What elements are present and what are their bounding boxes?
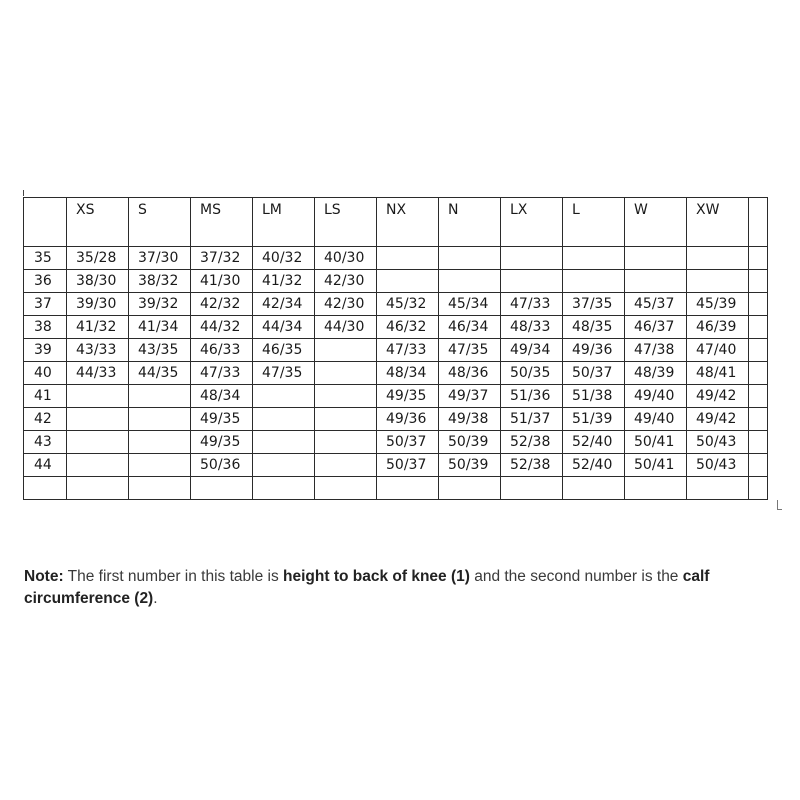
- measurement-cell: 48/39: [625, 362, 687, 385]
- measurement-cell: 49/35: [377, 385, 439, 408]
- header-cell: LX: [501, 198, 563, 247]
- measurement-cell: 35/28: [67, 247, 129, 270]
- measurement-cell: 45/39: [687, 293, 749, 316]
- measurement-cell: [377, 270, 439, 293]
- note-paragraph: [24, 566, 784, 610]
- measurement-cell: [253, 431, 315, 454]
- measurement-cell: 47/38: [625, 339, 687, 362]
- measurement-cell: 42/30: [315, 293, 377, 316]
- measurement-cell: 46/37: [625, 316, 687, 339]
- measurement-cell: [315, 477, 377, 500]
- size-label-cell: 41: [24, 385, 67, 408]
- measurement-cell: 50/35: [501, 362, 563, 385]
- measurement-cell: 45/32: [377, 293, 439, 316]
- table-row: [24, 408, 768, 431]
- measurement-cell: [67, 431, 129, 454]
- measurement-cell: 40/32: [253, 247, 315, 270]
- table-row: [24, 385, 768, 408]
- measurement-cell: 51/37: [501, 408, 563, 431]
- measurement-cell: 43/35: [129, 339, 191, 362]
- measurement-cell: 48/33: [501, 316, 563, 339]
- measurement-cell: 51/38: [563, 385, 625, 408]
- measurement-cell: [129, 477, 191, 500]
- measurement-cell: 50/36: [191, 454, 253, 477]
- measurement-cell: [501, 477, 563, 500]
- measurement-cell: 50/41: [625, 454, 687, 477]
- measurement-cell: 50/43: [687, 431, 749, 454]
- measurement-cell: [129, 454, 191, 477]
- measurement-cell: 37/32: [191, 247, 253, 270]
- table-row: [24, 454, 768, 477]
- measurement-cell: [563, 270, 625, 293]
- measurement-cell: [253, 454, 315, 477]
- measurement-cell: [315, 362, 377, 385]
- measurement-cell: 49/40: [625, 385, 687, 408]
- measurement-cell: [67, 454, 129, 477]
- measurement-cell: 50/39: [439, 431, 501, 454]
- measurement-cell: 45/37: [625, 293, 687, 316]
- measurement-cell: 46/33: [191, 339, 253, 362]
- measurement-cell: [625, 247, 687, 270]
- size-label-cell: 38: [24, 316, 67, 339]
- measurement-cell: [315, 454, 377, 477]
- size-label-cell: 39: [24, 339, 67, 362]
- measurement-cell: [253, 408, 315, 431]
- header-cell: XW: [687, 198, 749, 247]
- measurement-cell: 50/37: [377, 431, 439, 454]
- measurement-cell: [749, 454, 768, 477]
- note-text-1: The first number in this table is: [63, 568, 284, 585]
- size-label-cell: 35: [24, 247, 67, 270]
- measurement-cell: [749, 477, 768, 500]
- measurement-cell: [749, 247, 768, 270]
- measurement-cell: 39/30: [67, 293, 129, 316]
- measurement-cell: 42/32: [191, 293, 253, 316]
- measurement-cell: [315, 431, 377, 454]
- measurement-cell: 52/38: [501, 431, 563, 454]
- measurement-cell: [749, 362, 768, 385]
- measurement-cell: [129, 408, 191, 431]
- header-cell: LS: [315, 198, 377, 247]
- measurement-cell: [687, 247, 749, 270]
- measurement-cell: 48/41: [687, 362, 749, 385]
- measurement-cell: 44/35: [129, 362, 191, 385]
- measurement-cell: 48/36: [439, 362, 501, 385]
- measurement-cell: [377, 247, 439, 270]
- measurement-cell: [563, 247, 625, 270]
- measurement-cell: [315, 339, 377, 362]
- measurement-cell: 46/39: [687, 316, 749, 339]
- corner-mark: [777, 500, 782, 510]
- header-cell: LM: [253, 198, 315, 247]
- measurement-cell: 47/35: [253, 362, 315, 385]
- measurement-cell: 38/32: [129, 270, 191, 293]
- measurement-cell: 41/32: [253, 270, 315, 293]
- note-bold-knee-height: height to back of knee (1): [283, 568, 470, 585]
- measurement-cell: [315, 408, 377, 431]
- header-cell: N: [439, 198, 501, 247]
- note-bold-calf-circumference: calf circumference (2): [24, 568, 710, 607]
- measurement-cell: 50/37: [563, 362, 625, 385]
- measurement-cell: [439, 270, 501, 293]
- size-chart-table: [23, 197, 768, 500]
- table-row: [24, 293, 768, 316]
- note-label: Note:: [24, 568, 64, 585]
- measurement-cell: [439, 477, 501, 500]
- measurement-cell: 42/30: [315, 270, 377, 293]
- measurement-cell: 45/34: [439, 293, 501, 316]
- measurement-cell: 47/33: [191, 362, 253, 385]
- table-row: [24, 477, 768, 500]
- measurement-cell: 49/40: [625, 408, 687, 431]
- note-text-3: .: [153, 590, 158, 607]
- header-row: [24, 198, 768, 247]
- measurement-cell: 44/34: [253, 316, 315, 339]
- measurement-cell: 49/42: [687, 385, 749, 408]
- measurement-cell: 49/34: [501, 339, 563, 362]
- measurement-cell: 52/38: [501, 454, 563, 477]
- measurement-cell: [501, 247, 563, 270]
- measurement-cell: 51/36: [501, 385, 563, 408]
- measurement-cell: 41/34: [129, 316, 191, 339]
- measurement-cell: 44/32: [191, 316, 253, 339]
- measurement-cell: [563, 477, 625, 500]
- measurement-cell: [377, 477, 439, 500]
- measurement-cell: 47/33: [377, 339, 439, 362]
- measurement-cell: 48/35: [563, 316, 625, 339]
- size-label-cell: 43: [24, 431, 67, 454]
- measurement-cell: [625, 477, 687, 500]
- measurement-cell: 37/35: [563, 293, 625, 316]
- measurement-cell: [687, 477, 749, 500]
- measurement-cell: [749, 316, 768, 339]
- header-cell: [749, 198, 768, 247]
- size-label-cell: 36: [24, 270, 67, 293]
- measurement-cell: 49/37: [439, 385, 501, 408]
- note-text-2: and the second number is the: [469, 568, 683, 585]
- measurement-cell: 46/34: [439, 316, 501, 339]
- measurement-cell: [687, 270, 749, 293]
- measurement-cell: 43/33: [67, 339, 129, 362]
- measurement-cell: 50/43: [687, 454, 749, 477]
- measurement-cell: 47/35: [439, 339, 501, 362]
- measurement-cell: 47/40: [687, 339, 749, 362]
- measurement-cell: [625, 270, 687, 293]
- measurement-cell: 49/36: [377, 408, 439, 431]
- measurement-cell: 46/35: [253, 339, 315, 362]
- measurement-cell: [253, 385, 315, 408]
- size-label-cell: 44: [24, 454, 67, 477]
- table-row: [24, 316, 768, 339]
- measurement-cell: 49/36: [563, 339, 625, 362]
- measurement-cell: [749, 408, 768, 431]
- stray-mark: [23, 190, 24, 196]
- size-label-cell: 42: [24, 408, 67, 431]
- measurement-cell: 48/34: [377, 362, 439, 385]
- measurement-cell: 44/33: [67, 362, 129, 385]
- measurement-cell: 50/39: [439, 454, 501, 477]
- header-cell: W: [625, 198, 687, 247]
- table-row: [24, 270, 768, 293]
- measurement-cell: [67, 408, 129, 431]
- measurement-cell: [315, 385, 377, 408]
- measurement-cell: 49/35: [191, 408, 253, 431]
- measurement-cell: 48/34: [191, 385, 253, 408]
- measurement-cell: [501, 270, 563, 293]
- measurement-cell: [749, 385, 768, 408]
- header-cell: L: [563, 198, 625, 247]
- table-row: [24, 247, 768, 270]
- measurement-cell: [749, 270, 768, 293]
- measurement-cell: [253, 477, 315, 500]
- table-row: [24, 431, 768, 454]
- measurement-cell: 49/35: [191, 431, 253, 454]
- measurement-cell: 50/41: [625, 431, 687, 454]
- measurement-cell: 49/38: [439, 408, 501, 431]
- measurement-cell: [749, 339, 768, 362]
- measurement-cell: 42/34: [253, 293, 315, 316]
- measurement-cell: [749, 431, 768, 454]
- measurement-cell: [191, 477, 253, 500]
- header-cell: XS: [67, 198, 129, 247]
- table-row: [24, 362, 768, 385]
- size-label-cell: [24, 477, 67, 500]
- measurement-cell: [439, 247, 501, 270]
- size-label-cell: 40: [24, 362, 67, 385]
- measurement-cell: 41/32: [67, 316, 129, 339]
- size-label-cell: 37: [24, 293, 67, 316]
- measurement-cell: 38/30: [67, 270, 129, 293]
- header-cell: MS: [191, 198, 253, 247]
- measurement-cell: [67, 385, 129, 408]
- measurement-cell: 39/32: [129, 293, 191, 316]
- measurement-cell: 41/30: [191, 270, 253, 293]
- measurement-cell: 52/40: [563, 454, 625, 477]
- measurement-cell: 47/33: [501, 293, 563, 316]
- measurement-cell: [129, 431, 191, 454]
- header-corner-cell: [24, 198, 67, 247]
- measurement-cell: [129, 385, 191, 408]
- measurement-cell: 49/42: [687, 408, 749, 431]
- measurement-cell: 51/39: [563, 408, 625, 431]
- measurement-cell: 52/40: [563, 431, 625, 454]
- measurement-cell: 46/32: [377, 316, 439, 339]
- measurement-cell: 50/37: [377, 454, 439, 477]
- header-cell: NX: [377, 198, 439, 247]
- measurement-cell: 40/30: [315, 247, 377, 270]
- measurement-cell: [67, 477, 129, 500]
- measurement-cell: 37/30: [129, 247, 191, 270]
- measurement-cell: [749, 293, 768, 316]
- table-row: [24, 339, 768, 362]
- measurement-cell: 44/30: [315, 316, 377, 339]
- header-cell: S: [129, 198, 191, 247]
